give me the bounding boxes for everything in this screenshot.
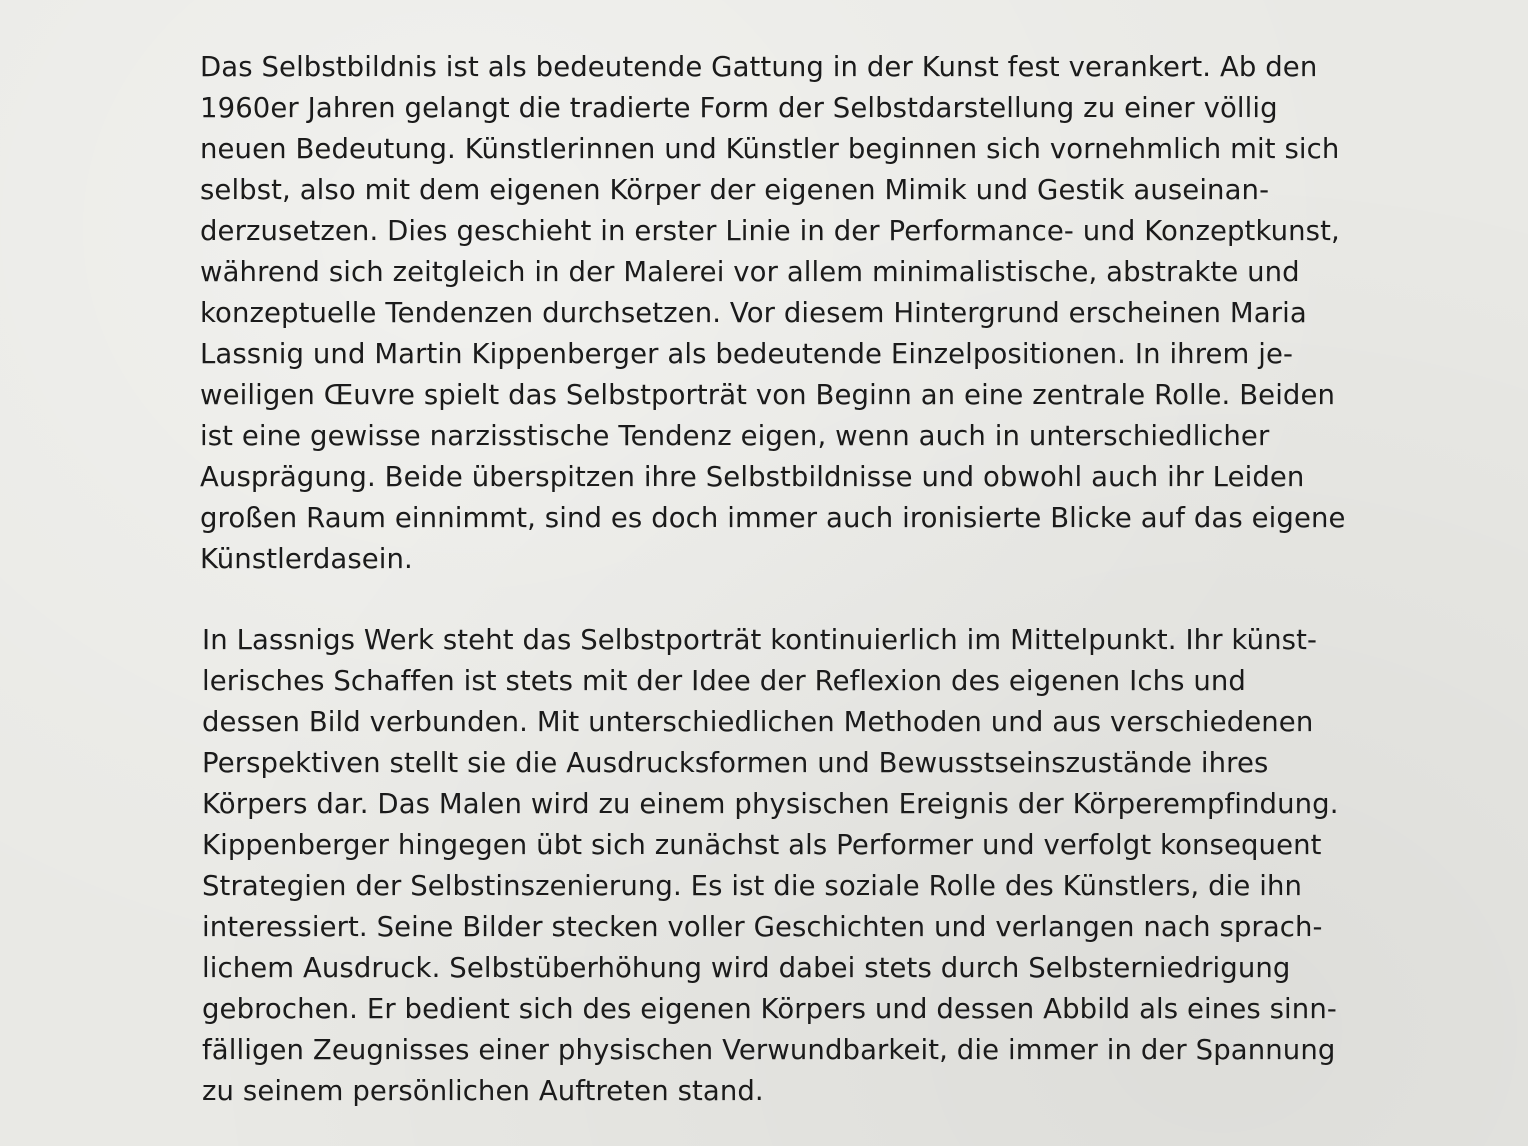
text-line: zu seinem persönlichen Auftreten stand. <box>202 1075 764 1107</box>
text-line: Strategien der Selbstinszenierung. Es ist die soziale Rolle des Künstlers, die ihn <box>202 870 1303 902</box>
text-line: 1960er Jahren gelangt die tradierte Form der Selbstdarstellung zu einer völlig <box>200 92 1278 124</box>
text-line: neuen Bedeutung. Künstlerinnen und Künstler beginnen sich vornehmlich mit sich <box>200 133 1340 165</box>
text-line: weiligen Œuvre spielt das Selbstporträt von Beginn an eine zentrale Rolle. Beiden <box>200 379 1336 411</box>
text-line: Künstlerdasein. <box>200 543 413 575</box>
text-line: Das Selbstbildnis ist als bedeutende Gattung in der Kunst fest verankert. Ab den <box>200 51 1318 83</box>
text-line: lerisches Schaffen ist stets mit der Idee der Reflexion des eigenen Ichs und <box>202 665 1246 697</box>
text-line: Ausprägung. Beide überspitzen ihre Selbstbildnisse und obwohl auch ihr Leiden <box>200 461 1305 493</box>
text-line: fälligen Zeugnisses einer physischen Verwundbarkeit, die immer in der Spannung <box>202 1034 1336 1066</box>
text-line: derzusetzen. Dies geschieht in erster Linie in der Performance- und Konzeptkunst, <box>200 215 1340 247</box>
paragraph-1 <box>200 47 1350 580</box>
text-line: während sich zeitgleich in der Malerei vor allem minimalistische, abstrakte und <box>200 256 1300 288</box>
text-line: Körpers dar. Das Malen wird zu einem physischen Ereignis der Körperempfindung. <box>202 788 1339 820</box>
text-line: Kippenberger hingegen übt sich zunächst als Performer und verfolgt konsequent <box>202 829 1322 861</box>
text-line: In Lassnigs Werk steht das Selbstporträt kontinuierlich im Mittelpunkt. Ihr künst- <box>202 624 1318 656</box>
text-line: Lassnig und Martin Kippenberger als bedeutende Einzelpositionen. In ihrem je- <box>200 338 1294 370</box>
text-line: großen Raum einnimmt, sind es doch immer auch ironisierte Blicke auf das eigene <box>200 502 1346 534</box>
text-line: lichem Ausdruck. Selbstüberhöhung wird dabei stets durch Selbsterniedrigung <box>202 952 1291 984</box>
text-line: gebrochen. Er bedient sich des eigenen Körpers und dessen Abbild als eines sinn- <box>202 993 1337 1025</box>
paragraph-2 <box>202 620 1352 1112</box>
text-line: ist eine gewisse narzisstische Tendenz eigen, wenn auch in unterschiedlicher <box>200 420 1270 452</box>
text-line: interessiert. Seine Bilder stecken voller Geschichten und verlangen nach sprach- <box>202 911 1323 943</box>
text-line: Perspektiven stellt sie die Ausdrucksformen und Bewusstseinszustände ihres <box>202 747 1269 779</box>
text-line: konzeptuelle Tendenzen durchsetzen. Vor diesem Hintergrund erscheinen Maria <box>200 297 1307 329</box>
text-line: selbst, also mit dem eigenen Körper der eigenen Mimik und Gestik auseinan- <box>200 174 1270 206</box>
text-line: dessen Bild verbunden. Mit unterschiedlichen Methoden und aus verschiedenen <box>202 706 1314 738</box>
